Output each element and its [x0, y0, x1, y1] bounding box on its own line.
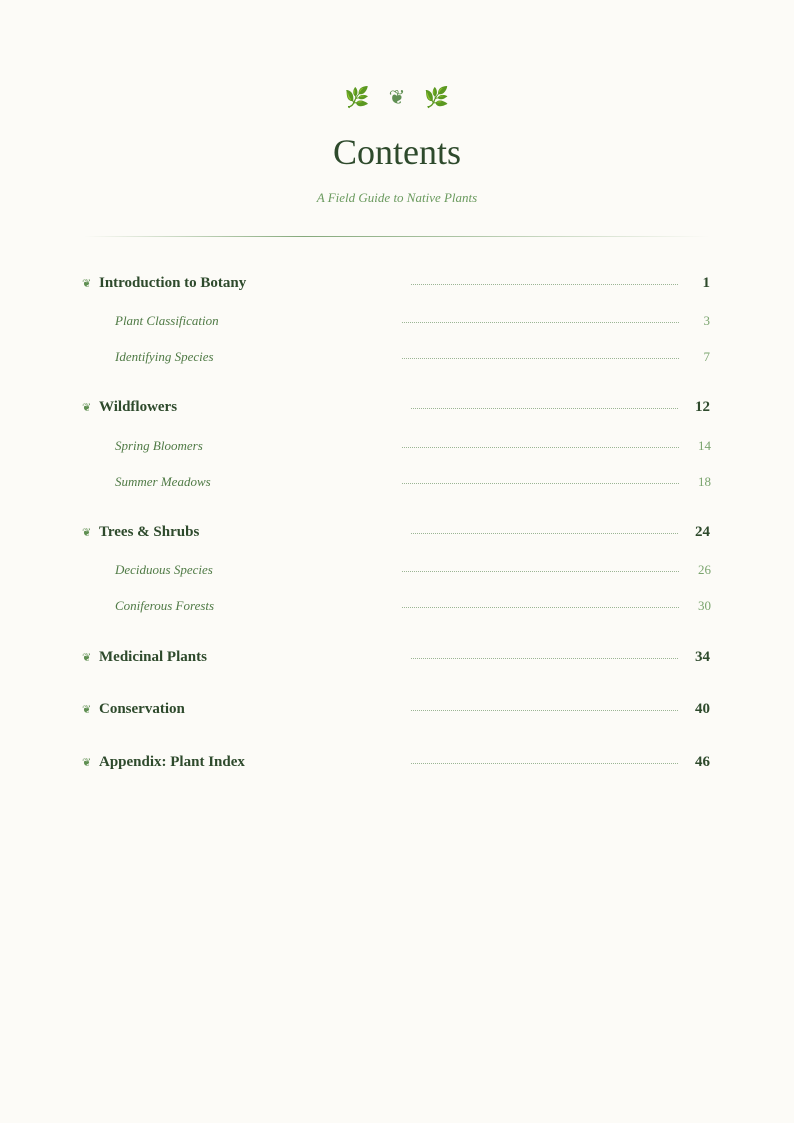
section-title: Identifying Species: [115, 349, 214, 364]
page-number: 3: [703, 313, 710, 328]
section-title: Spring Bloomers: [115, 438, 203, 453]
page-number: 12: [695, 398, 710, 415]
dot-leader: [411, 658, 678, 659]
dot-leader: [411, 408, 678, 409]
leaf-icon: 🌿: [344, 87, 370, 109]
page-number: 46: [695, 753, 710, 770]
title-divider: [84, 236, 710, 237]
chapter-title: Conservation: [99, 700, 185, 717]
toc-section[interactable]: [82, 347, 710, 367]
toc-section[interactable]: [82, 472, 710, 492]
dot-leader: [402, 322, 679, 323]
floral-bullet-icon: ❦: [82, 651, 92, 664]
toc-section[interactable]: [82, 596, 710, 616]
page-number: 34: [695, 648, 710, 665]
leaf-icon: 🌿: [424, 87, 450, 109]
chapter-title: Appendix: Plant Index: [99, 753, 245, 770]
chapter-title: Medicinal Plants: [99, 648, 207, 665]
section-title: Coniferous Forests: [115, 598, 215, 613]
page-number: 14: [698, 438, 711, 453]
page-subtitle: A Field Guide to Native Plants: [316, 190, 478, 205]
floral-bullet-icon: ❦: [82, 277, 92, 290]
toc-chapter[interactable]: [82, 521, 710, 543]
dot-leader: [402, 483, 679, 484]
page-number: 1: [702, 274, 710, 291]
toc-chapter[interactable]: [82, 751, 710, 773]
dot-leader: [411, 710, 678, 711]
chapter-title: Trees & Shrubs: [99, 523, 200, 540]
toc-section[interactable]: [82, 436, 710, 456]
page-number: 26: [698, 562, 711, 577]
section-title: Summer Meadows: [115, 474, 211, 489]
toc-chapter[interactable]: [82, 698, 710, 720]
dot-leader: [402, 358, 679, 359]
dot-leader: [411, 284, 678, 285]
toc-chapter[interactable]: [82, 396, 710, 418]
toc-chapter[interactable]: [82, 272, 710, 294]
toc-chapter[interactable]: [82, 646, 710, 668]
page-number: 18: [698, 474, 711, 489]
dot-leader: [411, 533, 678, 534]
page-number: 30: [698, 598, 711, 613]
chapter-title: Introduction to Botany: [99, 274, 247, 291]
dot-leader: [402, 607, 679, 608]
dot-leader: [402, 447, 679, 448]
floral-bullet-icon: ❦: [82, 703, 92, 716]
section-title: Deciduous Species: [115, 562, 213, 577]
chapter-title: Wildflowers: [99, 398, 178, 415]
page-number: 7: [703, 349, 710, 364]
floral-bullet-icon: ❦: [82, 756, 92, 769]
floral-heart-icon: ❦: [388, 87, 406, 109]
toc-section[interactable]: [82, 560, 710, 580]
floral-bullet-icon: ❦: [82, 526, 92, 539]
floral-bullet-icon: ❦: [82, 401, 92, 414]
toc-section[interactable]: [82, 311, 710, 331]
leaf-ornament: [0, 86, 794, 110]
section-title: Plant Classification: [115, 313, 219, 328]
page-title: Contents: [332, 132, 461, 172]
dot-leader: [411, 763, 678, 764]
page-number: 24: [695, 523, 710, 540]
dot-leader: [402, 571, 679, 572]
page-number: 40: [695, 700, 710, 717]
